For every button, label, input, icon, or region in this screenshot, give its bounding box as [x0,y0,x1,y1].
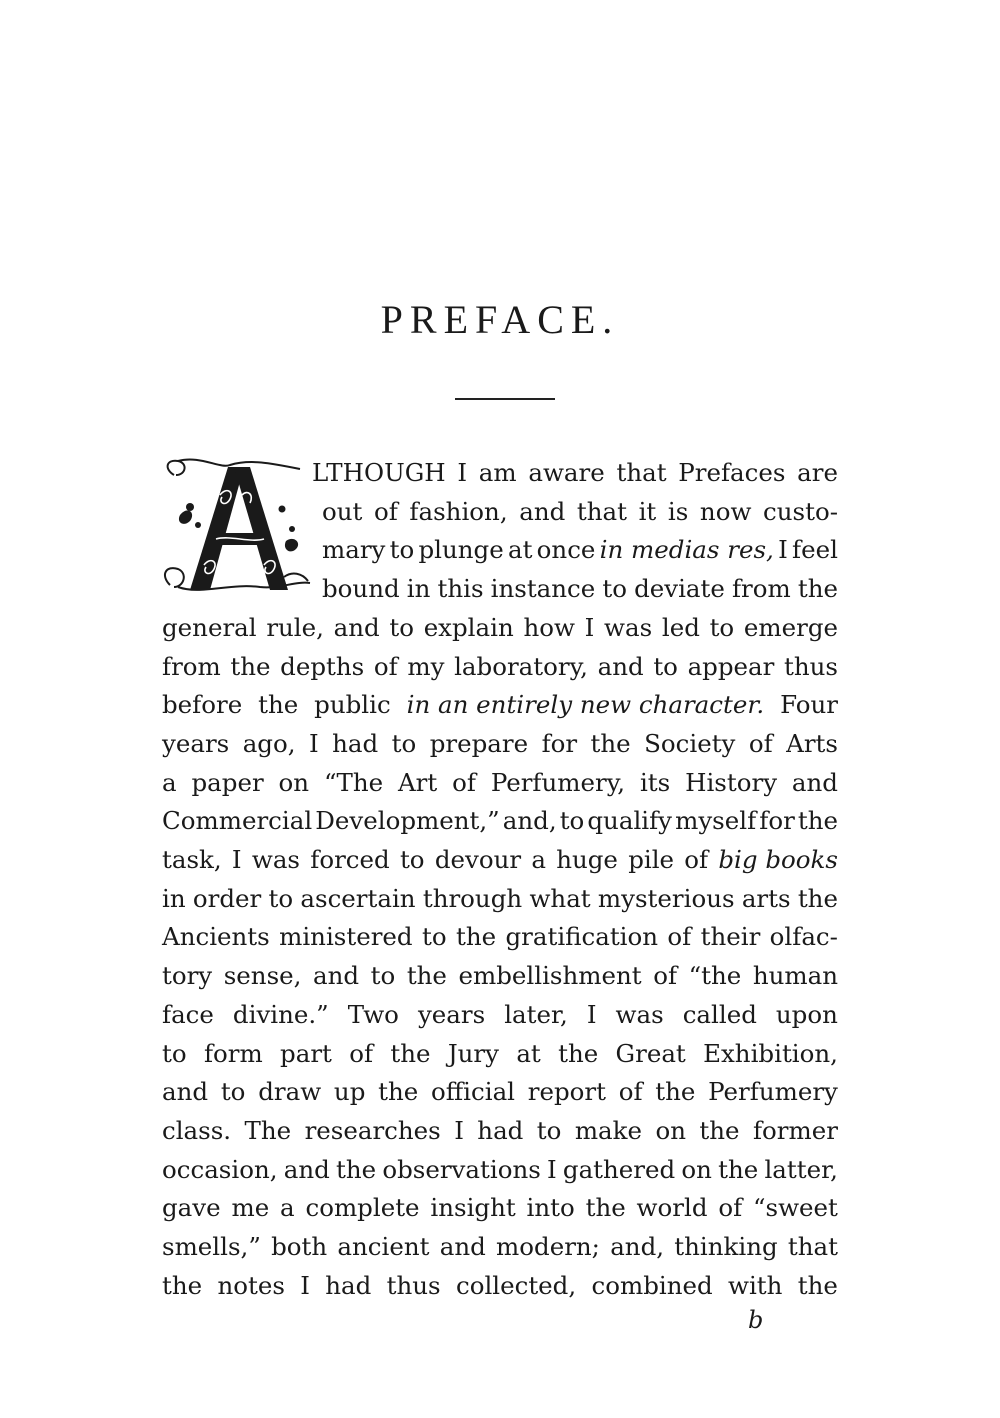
word: devour [434,845,522,874]
word: of [618,1077,643,1107]
word: class. [162,1115,232,1145]
word: I [547,1154,557,1184]
word: to [399,845,425,874]
word: big books [718,845,838,874]
word: of [653,961,678,991]
word: appear [687,651,775,681]
word: the [336,1154,377,1184]
word: order [192,883,262,913]
word: paper [191,767,264,797]
word: am [478,458,517,487]
word: at [507,535,533,565]
text-line [322,531,838,569]
word: The [244,1115,292,1145]
title-divider [455,398,555,400]
word: Perfumery [708,1077,838,1107]
word: part [280,1038,332,1068]
word: report [527,1077,606,1107]
word: at [516,1038,541,1068]
word: thinking [674,1232,778,1261]
word: observations [382,1154,541,1184]
word: its [639,767,671,797]
word: bound [322,574,400,604]
word: from [162,651,221,681]
word: later, [504,999,568,1029]
word: out [322,496,363,526]
text-line [162,1189,838,1227]
word: face [162,999,214,1029]
word: Great [615,1038,686,1068]
text-line [162,1267,838,1305]
text-line [162,996,838,1034]
word: researches [304,1115,441,1145]
word: for [759,806,795,836]
word: to [389,612,414,642]
word: this [437,574,484,604]
word: what [529,883,591,913]
word: mary [322,535,386,565]
text-line [162,802,838,840]
word: are [797,458,838,487]
word: gave [162,1193,221,1223]
word: of [684,845,709,874]
word: how [523,612,575,642]
word: the [590,728,631,758]
word: Commercial [162,806,313,836]
word: that [576,496,627,526]
word: years [162,728,230,758]
word: explain [423,612,514,642]
word: in an entirely new character. [406,690,765,720]
word: to [391,728,417,758]
word: a [162,767,177,797]
word: had [325,1270,372,1300]
word: and [313,961,360,991]
word: of [748,728,773,758]
word: the [797,1270,838,1300]
word: before [162,690,243,720]
word: the [585,1193,626,1223]
word: to [536,1115,562,1145]
word: huge [556,845,618,874]
word: Prefaces [678,458,786,487]
text-line [322,570,838,608]
page-title: PREFACE. [380,297,620,342]
word: arts [741,883,791,913]
word: years [417,999,486,1029]
word: led [661,612,700,642]
word: world [636,1193,708,1223]
word: on [278,767,310,797]
word: the [699,1115,740,1145]
word: smells,” [162,1232,261,1261]
word: pile [628,845,675,874]
text-line [162,918,838,956]
word: was [604,612,653,642]
word: now [699,496,752,526]
word: the [718,1154,759,1184]
word: form [203,1038,263,1068]
word: my [407,651,445,681]
text-line [162,1035,838,1073]
word: plunge [418,535,504,565]
word: it [638,496,657,526]
word: combined [591,1270,713,1300]
word: laboratory, [454,651,588,681]
word: to [162,1038,187,1068]
word: the [797,883,838,913]
word: was [615,999,664,1029]
word: ascertain [300,883,416,913]
word: Arts [786,728,838,758]
word: to [602,574,627,604]
text-line [312,454,838,492]
word: I [457,458,468,487]
word: up [333,1077,366,1107]
word: fashion, [409,496,508,526]
word: on [655,1115,686,1145]
word: and [439,1232,486,1261]
text-line [322,493,838,531]
word: and [597,651,644,681]
word: ancient [337,1232,430,1261]
word: Perfumery, [490,767,626,797]
word: had [477,1115,524,1145]
word: for [541,728,578,758]
word: depths [280,651,365,681]
word: “The [323,767,384,797]
word: modern; [496,1232,600,1261]
word: and [519,496,566,526]
word: in [162,883,186,913]
word: Two [347,999,399,1029]
word: Society [644,728,736,758]
text-line [162,648,838,686]
word: custo- [763,496,838,526]
word: Ancients [162,922,270,952]
word: to [220,1077,246,1107]
word: and, [502,806,557,836]
word: and [333,612,380,642]
word: Exhibition, [703,1038,838,1068]
word: a [280,1193,295,1223]
word: I [586,999,597,1029]
word: the [258,690,299,720]
word: former [752,1115,838,1145]
word: both [271,1232,328,1261]
word: and [791,767,838,797]
word: and [283,1154,330,1184]
word: LTHOUGH [312,458,446,487]
word: the [390,1038,431,1068]
word: and, [610,1232,665,1261]
word: insight [430,1193,516,1223]
word: me [231,1193,270,1223]
text-line [162,841,838,879]
word: gratification [505,922,659,952]
word: I [308,728,319,758]
word: through [422,883,523,913]
word: the [797,806,838,836]
word: I [231,845,242,874]
word: Development,” [315,806,500,836]
word: draw [258,1077,322,1107]
word: mysterious [597,883,735,913]
word: gathered [562,1154,676,1184]
word: make [574,1115,643,1145]
word: in medias res, [599,535,774,565]
word: latter, [764,1154,838,1184]
text-line [162,1073,838,1111]
word: that [616,458,667,487]
text-line [162,1151,838,1189]
word: olfac- [769,922,838,952]
word: Jury [447,1038,499,1068]
text-line [162,880,838,918]
text-line [162,686,838,724]
decorative-dropcap-a-icon [160,455,312,605]
word: of [349,1038,374,1068]
word: Four [780,690,838,720]
word: on [681,1154,712,1184]
word: deviate [634,574,725,604]
word: embellishment [458,961,642,991]
word: instance [490,574,596,604]
word: “sweet [752,1193,838,1223]
word: to [421,922,447,952]
word: the [162,1270,203,1300]
word: sense, [223,961,302,991]
word: of [373,496,398,526]
word: task, [162,845,222,874]
word: the [655,1077,696,1107]
word: I [300,1270,310,1300]
word: prepare [429,728,529,758]
word: I [778,535,788,565]
word: the [455,922,497,952]
word: to [709,612,735,642]
word: their [700,922,761,952]
word: of [452,767,476,797]
word: public [314,690,391,720]
word: once [536,535,596,565]
word: the [378,1077,419,1107]
word: thus [386,1270,441,1300]
word: from [731,574,791,604]
word: divine.” [232,999,329,1029]
word: is [667,496,689,526]
word: aware [528,458,605,487]
text-line [162,609,838,647]
word: and [162,1077,209,1107]
word: with [728,1270,783,1300]
word: official [431,1077,516,1107]
word: “the [688,961,742,991]
word: that [787,1232,838,1261]
word: the [797,574,838,604]
word: the [406,961,447,991]
word: occasion, [162,1154,278,1184]
word: of [718,1193,743,1223]
text-line [162,725,838,763]
word: to [559,806,585,836]
text-line [162,1228,838,1266]
word: ago, [242,728,296,758]
word: emerge [743,612,838,642]
text-line [162,764,838,802]
word: called [682,999,757,1029]
word: had [332,728,379,758]
word: of [667,922,692,952]
word: collected, [455,1270,577,1300]
word: to [370,961,396,991]
word: ministered [279,922,413,952]
word: tory [162,961,213,991]
word: upon [775,999,838,1029]
word: human [752,961,838,991]
word: was [251,845,301,874]
word: feel [792,535,838,565]
text-line [162,1112,838,1150]
word: History [685,767,778,797]
word: I [584,612,595,642]
word: a [531,845,546,874]
word: to [268,883,294,913]
word: into [526,1193,575,1223]
word: general [162,612,257,642]
signature-mark: b [748,1306,764,1334]
word: of [373,651,398,681]
word: thus [784,651,838,681]
word: forced [310,845,390,874]
text-line [162,957,838,995]
word: Art [397,767,438,797]
word: rule, [266,612,324,642]
word: I [454,1115,464,1145]
word: complete [305,1193,420,1223]
word: qualify [587,806,673,836]
word: myself [675,806,757,836]
word: to [389,535,415,565]
word: in [406,574,431,604]
word: the [558,1038,599,1068]
word: notes [217,1270,285,1300]
word: to [653,651,678,681]
word: the [230,651,271,681]
